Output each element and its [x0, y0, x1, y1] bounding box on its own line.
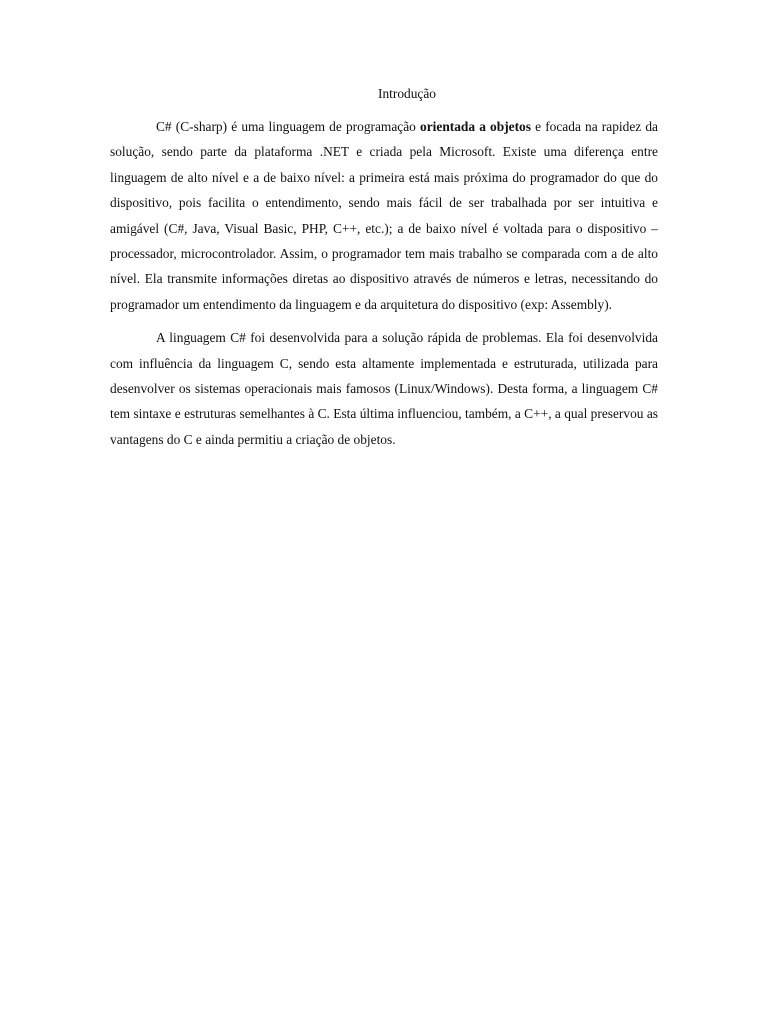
paragraph-1-bold-phrase: orientada a objetos — [420, 119, 531, 134]
document-title: Introdução — [377, 86, 436, 101]
paragraph-1-text-end: e focada na rapidez da solução, sendo parte da plataforma .NET e criada pela Microsoft. Existe uma diferença entre linguagem de alto nível e a de baixo nível: a primeira está mais próxima do programador do que do dispositivo, pois facilita o entendimento, sendo mais fácil de ser trabalhada por ser intuitiva e amigável (C#, Java, Visual Basic, PHP, C++, etc.); a de baixo nível é voltada para o dispositivo – processador, microcontrolador. Assim, o programador tem mais trabalho se comparada com a de alto nível. Ela transmite informações diretas ao dispositivo através de números e letras, necessitando do programador um entendimento da linguagem e da arquitetura do dispositivo (exp: Assembly). — [110, 119, 658, 312]
paragraph-2: A linguagem C# foi desenvolvida para a solução rápida de problemas. Ela foi desenvolvida com influência da linguagem C, sendo esta altamente implementada e estruturada, utilizada para desenvolver os sistemas operacionais mais famosos (Linux/Windows). Desta forma, a linguagem C# tem sintaxe e estruturas semelhantes à C. Esta última influenciou, também, a C++, a qual preservou as vantagens do C e ainda permitiu a criação de objetos. — [110, 330, 658, 447]
paragraph-1-text-start: C# (C-sharp) é uma linguagem de programação — [156, 119, 421, 134]
document-page — [110, 84, 658, 460]
paragraph-1 — [110, 114, 658, 317]
